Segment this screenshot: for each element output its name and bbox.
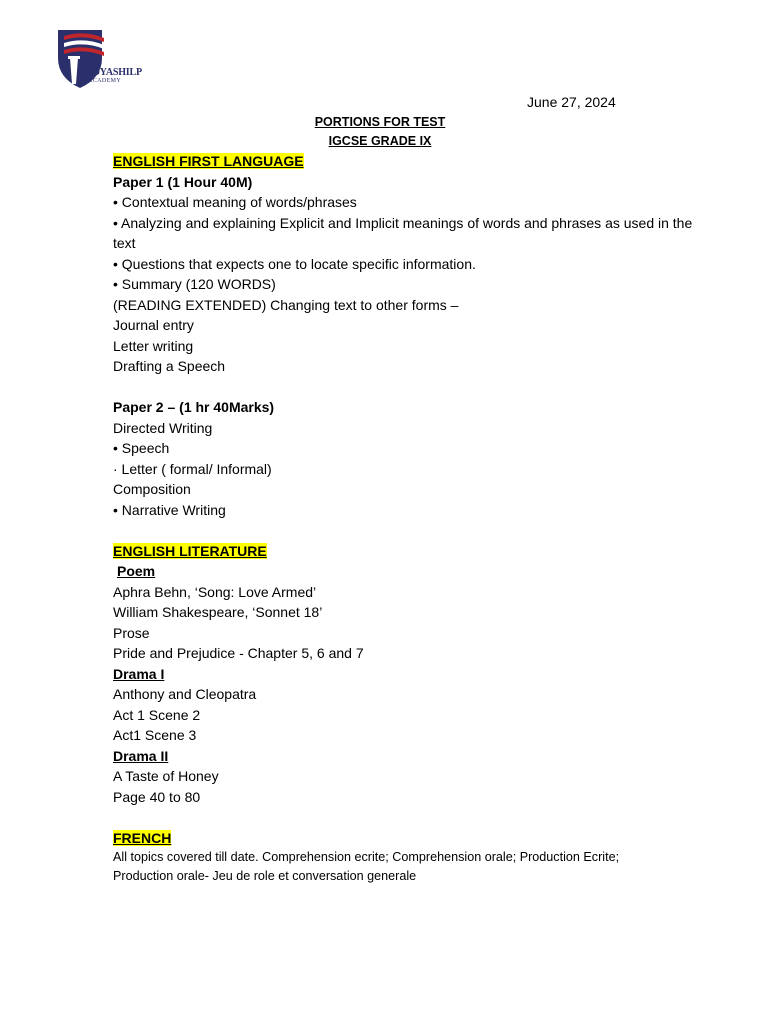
english-first-language-heading: ENGLISH FIRST LANGUAGE: [113, 153, 304, 169]
list-item: Drafting a Speech: [113, 358, 226, 374]
list-item: • Narrative Writing: [113, 501, 226, 518]
list-item: • Analyzing and explaining Explicit and Implicit meanings of words and phrases as used in the text: [113, 214, 693, 251]
document-date: June 27, 2024: [527, 94, 616, 110]
list-item: Aphra Behn, ‘Song: Love Armed’: [113, 583, 317, 600]
drama1-title: Drama I: [113, 665, 165, 682]
page-title: PORTIONS FOR TEST: [314, 115, 446, 129]
list-item: • Speech: [113, 440, 170, 456]
paper2-title: Paper 2 – (1 hr 40Marks): [113, 399, 275, 415]
list-item: A Taste of Honey: [113, 768, 219, 784]
list-item: Journal entry: [113, 317, 194, 333]
list-item: (READING EXTENDED) Changing text to other forms –: [113, 296, 459, 313]
logo-subtitle: ACADEMY: [88, 78, 122, 84]
list-item: • Contextual meaning of words/phrases: [113, 194, 357, 210]
list-item: Directed Writing: [113, 419, 213, 436]
list-item: • Questions that expects one to locate specific information.: [113, 255, 476, 272]
list-item: · Letter ( formal/ Informal): [113, 460, 272, 477]
list-item: William Shakespeare, ‘Sonnet 18’: [113, 604, 323, 620]
list-item: Prose: [113, 624, 150, 641]
paper1-title: Paper 1 (1 Hour 40M): [113, 173, 253, 190]
logo-name: VIDYASHILP: [82, 67, 142, 78]
list-item: Act1 Scene 3: [113, 727, 197, 743]
document-body: [113, 151, 713, 886]
list-item: Letter writing: [113, 337, 194, 354]
list-item: Composition: [113, 481, 191, 497]
drama2-title: Drama II: [113, 747, 169, 764]
list-item: • Summary (120 WORDS): [113, 276, 276, 292]
french-text: All topics covered till date. Comprehension ecrite; Comprehension orale; Production Ecrite; Production orale- Jeu de role et conversation generale: [113, 850, 620, 883]
french-heading: FRENCH: [113, 829, 172, 846]
page-subtitle: IGCSE GRADE IX: [328, 134, 432, 148]
english-literature-heading: ENGLISH LITERATURE: [113, 542, 267, 559]
list-item: Anthony and Cleopatra: [113, 686, 257, 702]
list-item: Pride and Prejudice - Chapter 5, 6 and 7: [113, 645, 364, 661]
list-item: Act 1 Scene 2: [113, 706, 201, 723]
list-item: Page 40 to 80: [113, 788, 201, 805]
poem-title: Poem: [117, 563, 156, 579]
